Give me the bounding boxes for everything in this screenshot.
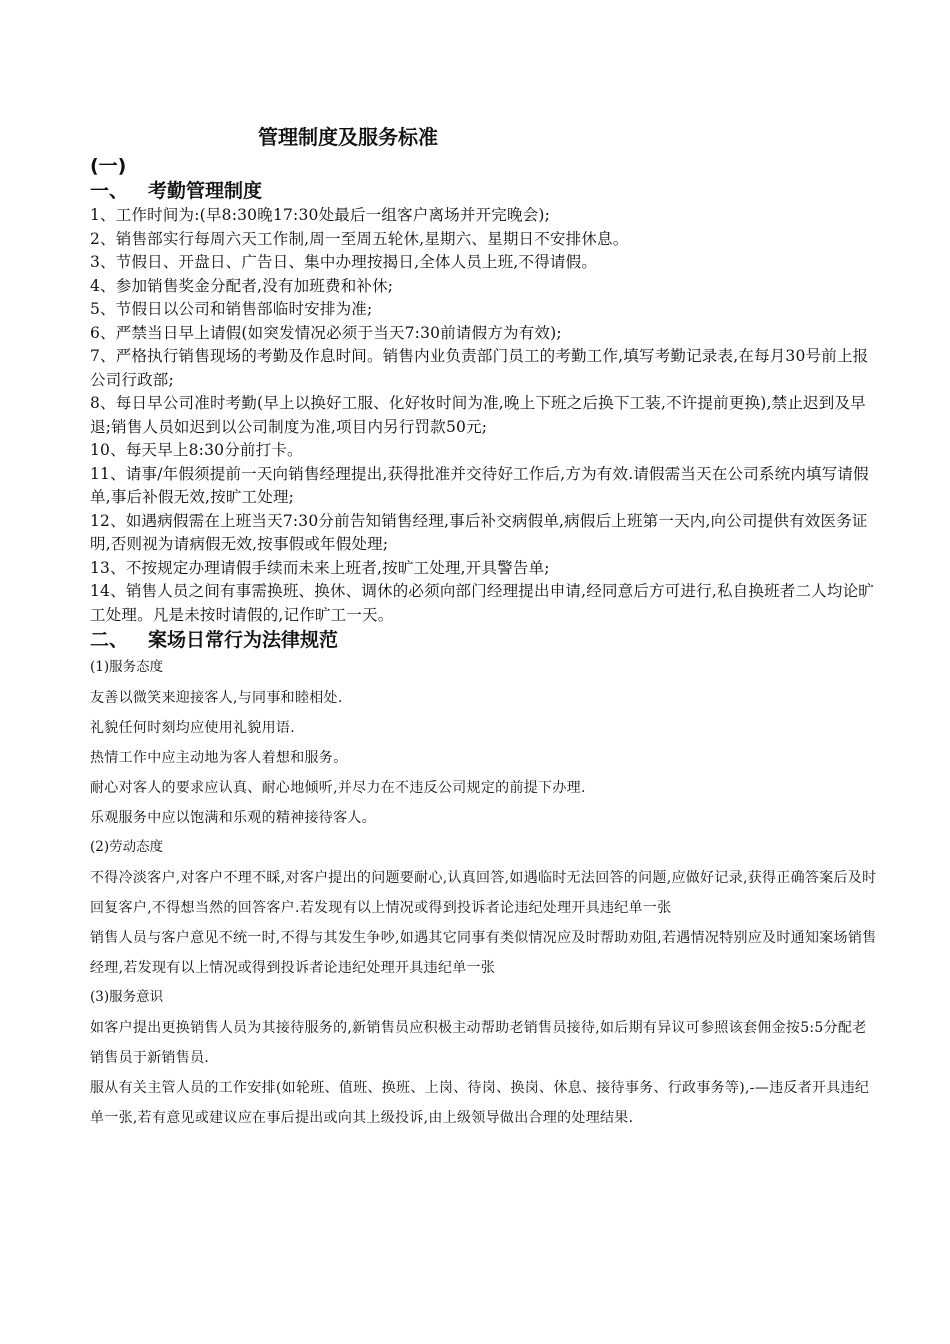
section-2-number: 二、	[90, 629, 129, 651]
paragraph: 服从有关主管人员的工作安排(如轮班、值班、换班、上岗、待岗、换岗、休息、接待事务、行政事务等),-—违反者开具违纪单一张,若有意见或建议应在事后提出或向其上级投诉,由上级领导做出合理的处理结果.	[90, 1080, 870, 1126]
rule-item: 7、严格执行销售现场的考勤及作息时间。销售内业负责部门员工的考勤工作,填写考勤记录表,在每月30号前上报公司行政部;	[90, 347, 869, 389]
rule-item: 2、销售部实行每周六天工作制,周一至周五轮休,星期六、星期日不安排休息。	[90, 229, 629, 248]
paragraph: 乐观服务中应以饱满和乐观的精神接待客人。	[90, 810, 376, 826]
paragraph: 不得冷淡客户,对客户不理不睬,对客户提出的问题要耐心,认真回答,如遇临时无法回答的问题,应做好记录,获得正确答案后及时回复客户,不得想当然的回答客户.若发现有以上情况或得到投诉者论违纪处理开具违纪单一张	[90, 870, 877, 916]
rule-item: 11、请事/年假须提前一天向销售经理提出,获得批准并交待好工作后,方为有效.请假需当天在公司系统内填写请假单,事后补假无效,按旷工处理;	[90, 464, 869, 506]
section-2-heading	[90, 627, 880, 653]
section-2-title: 案场日常行为法律规范	[148, 629, 339, 651]
subsection-work-attitude-heading: (2)劳动态度	[90, 839, 164, 855]
rule-item: 6、严禁当日早上请假(如突发情况必须于当天7:30前请假方为有效);	[90, 323, 562, 342]
paragraph: 礼貌任何时刻均应使用礼貌用语.	[90, 720, 295, 736]
paragraph: 如客户提出更换销售人员为其接待服务的,新销售员应积极主动帮助老销售员接待,如后期有异议可参照该套佣金按5:5分配老销售员于新销售员.	[90, 1020, 867, 1066]
section-1-number: 一、	[90, 180, 129, 202]
subsection-service-awareness-heading: (3)服务意识	[90, 989, 164, 1005]
paragraph: 销售人员与客户意见不统一时,不得与其发生争吵,如遇其它同事有类似情况应及时帮助劝阻,若遇情况特别应及时通知案场销售经理,若发现有以上情况或得到投诉者论违纪处理开具违纪单一张	[90, 930, 877, 976]
part-label: (一)	[90, 155, 127, 177]
rule-item: 8、每日早公司准时考勤(早上以换好工服、化好妆时间为准,晚上下班之后换下工装,不许提前更换),禁止迟到及早退;销售人员如迟到以公司制度为准,项目内另行罚款50元;	[90, 394, 866, 436]
rule-item: 4、参加销售奖金分配者,没有加班费和补休;	[90, 276, 394, 295]
rule-item: 5、节假日以公司和销售部临时安排为准;	[90, 300, 373, 318]
rule-item: 13、不按规定办理请假手续而未来上班者,按旷工处理,开具警告单;	[90, 558, 550, 577]
rule-item: 14、销售人员之间有事需换班、换休、调休的必须向部门经理提出申请,经同意后方可进行,私自换班者二人均论旷工处理。凡是未按时请假的,记作旷工一天。	[90, 582, 874, 624]
rule-item: 12、如遇病假需在上班当天7:30分前告知销售经理,事后补交病假单,病假后上班第一天内,向公司提供有效医务证明,否则视为请病假无效,按事假或年假处理;	[90, 511, 868, 553]
paragraph: 友善以微笑来迎接客人,与同事和睦相处.	[90, 690, 343, 706]
rule-item: 3、节假日、开盘日、广告日、集中办理按揭日,全体人员上班,不得请假。	[90, 253, 598, 271]
rule-item: 10、每天早上8:30分前打卡。	[90, 441, 303, 459]
section-1-heading	[90, 178, 880, 204]
subsection-service-attitude-heading: (1)服务态度	[90, 659, 164, 675]
rule-item: 1、工作时间为:(早8:30晚17:30处最后一组客户离场并开完晚会);	[90, 206, 551, 224]
paragraph: 耐心对客人的要求应认真、耐心地倾听,并尽力在不违反公司规定的前提下办理.	[90, 780, 586, 796]
paragraph: 热情工作中应主动地为客人着想和服务。	[90, 750, 348, 766]
section-1-title: 考勤管理制度	[148, 180, 263, 202]
document-page	[90, 120, 880, 1133]
document-title: 管理制度及服务标准	[258, 125, 438, 149]
